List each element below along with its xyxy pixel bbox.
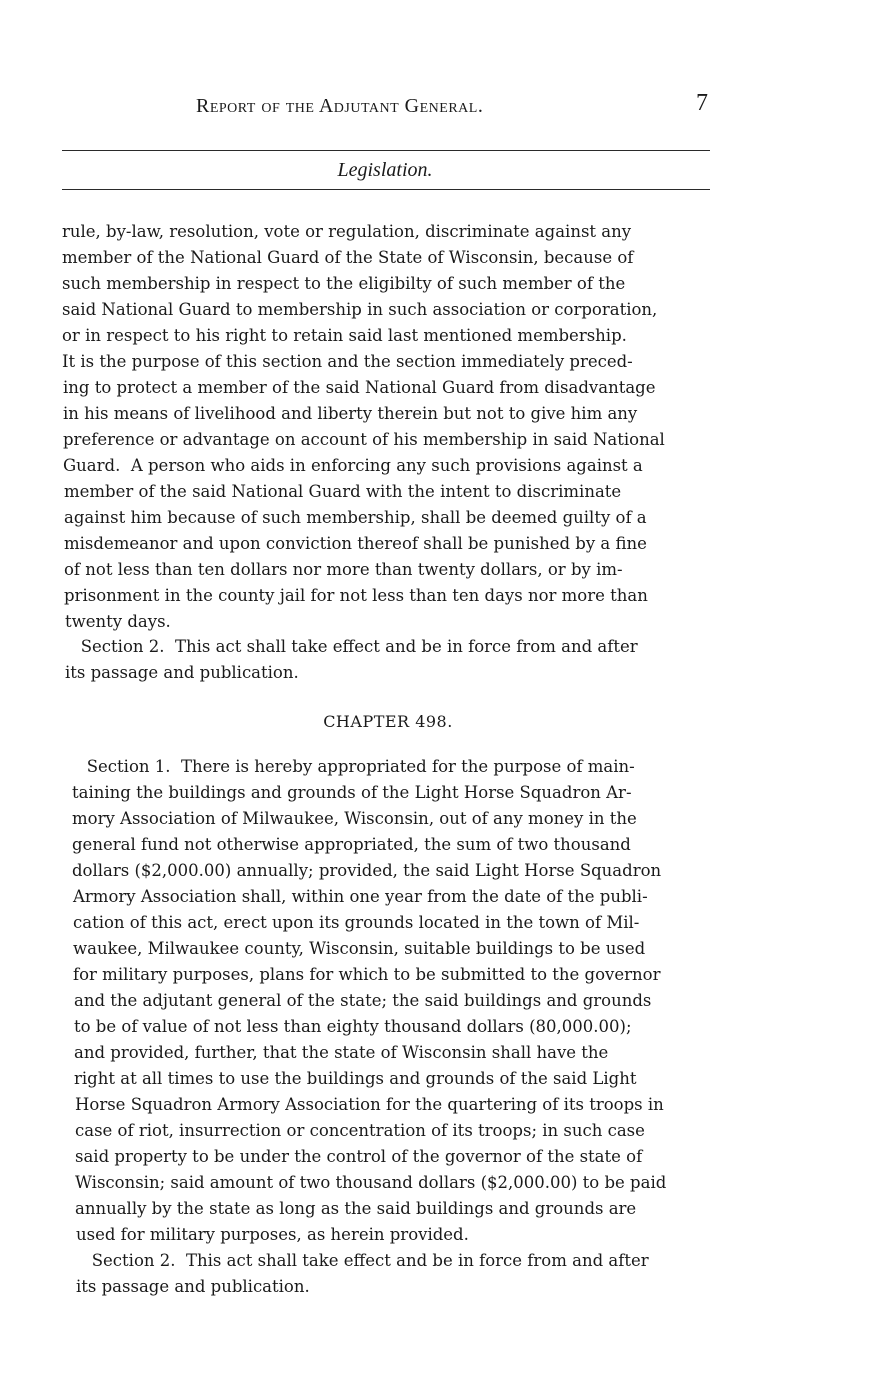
text-line: cation of this act, erect upon its grounds located in the town of Mil- bbox=[73, 913, 640, 932]
text-line: and the adjutant general of the state; the said buildings and grounds bbox=[74, 991, 652, 1010]
text-line: waukee, Milwaukee county, Wisconsin, suitable buildings to be used bbox=[73, 939, 646, 958]
chapter-title: CHAPTER 498. bbox=[323, 712, 453, 731]
page-number: 7 bbox=[696, 90, 708, 116]
text-line: dollars ($2,000.00) annually; provided, the said Light Horse Squadron bbox=[72, 861, 662, 880]
text-line: taining the buildings and grounds of the Light Horse Squadron Ar- bbox=[72, 783, 632, 802]
text-line: to be of value of not less than eighty thousand dollars (80,000.00); bbox=[74, 1017, 632, 1036]
section-heading: Legislation. bbox=[337, 159, 433, 181]
text-line: It is the purpose of this section and the section immediately preced- bbox=[62, 352, 633, 371]
text-line: said National Guard to membership in such association or corporation, bbox=[62, 300, 658, 319]
header-rule-top bbox=[62, 150, 710, 151]
text-line: twenty days. bbox=[65, 612, 171, 631]
text-line: preference or advantage on account of his membership in said National bbox=[63, 430, 665, 449]
text-line: its passage and publication. bbox=[65, 663, 299, 682]
text-line: Horse Squadron Armory Association for the quartering of its troops in bbox=[75, 1095, 664, 1114]
text-line: right at all times to use the buildings and grounds of the said Light bbox=[74, 1069, 637, 1088]
text-line: ing to protect a member of the said National Guard from disadvantage bbox=[63, 378, 656, 397]
text-line: Armory Association shall, within one year from the date of the publi- bbox=[73, 887, 648, 906]
text-line: in his means of livelihood and liberty therein but not to give him any bbox=[63, 404, 638, 423]
text-line: misdemeanor and upon conviction thereof shall be punished by a fine bbox=[64, 534, 647, 553]
text-line: such membership in respect to the eligibilty of such member of the bbox=[62, 274, 626, 293]
text-line: mory Association of Milwaukee, Wisconsin, out of any money in the bbox=[72, 809, 637, 828]
text-line: for military purposes, plans for which to be submitted to the governor bbox=[73, 965, 661, 984]
text-line: and provided, further, that the state of Wisconsin shall have the bbox=[74, 1043, 609, 1062]
text-line: or in respect to his right to retain said last mentioned membership. bbox=[62, 326, 627, 345]
text-line: its passage and publication. bbox=[76, 1277, 310, 1296]
text-line: member of the said National Guard with the intent to discriminate bbox=[64, 482, 622, 501]
header-rule-bottom bbox=[62, 189, 710, 190]
text-line: general fund not otherwise appropriated, the sum of two thousand bbox=[72, 835, 631, 854]
text-line: Section 2. This act shall take effect and be in force from and after bbox=[76, 1251, 649, 1270]
text-line: used for military purposes, as herein provided. bbox=[76, 1225, 469, 1244]
text-line: Section 1. There is hereby appropriated for the purpose of main- bbox=[71, 757, 635, 776]
text-line: said property to be under the control of the governor of the state of bbox=[75, 1147, 643, 1166]
text-line: case of riot, insurrection or concentration of its troops; in such case bbox=[75, 1121, 645, 1140]
text-line: annually by the state as long as the said buildings and grounds are bbox=[75, 1199, 637, 1218]
text-line: member of the National Guard of the State of Wisconsin, because of bbox=[62, 248, 634, 267]
text-line: rule, by-law, resolution, vote or regulation, discriminate against any bbox=[62, 222, 632, 241]
running-title: Report of the Adjutant General. bbox=[196, 95, 484, 117]
text-line: against him because of such membership, shall be deemed guilty of a bbox=[64, 508, 647, 527]
text-line: of not less than ten dollars nor more than twenty dollars, or by im- bbox=[64, 560, 623, 579]
text-line: Guard. A person who aids in enforcing any such provisions against a bbox=[63, 456, 643, 475]
text-line: Section 2. This act shall take effect and be in force from and after bbox=[65, 637, 638, 656]
text-line: Wisconsin; said amount of two thousand dollars ($2,000.00) to be paid bbox=[75, 1173, 667, 1192]
text-line: prisonment in the county jail for not less than ten days nor more than bbox=[64, 586, 648, 605]
